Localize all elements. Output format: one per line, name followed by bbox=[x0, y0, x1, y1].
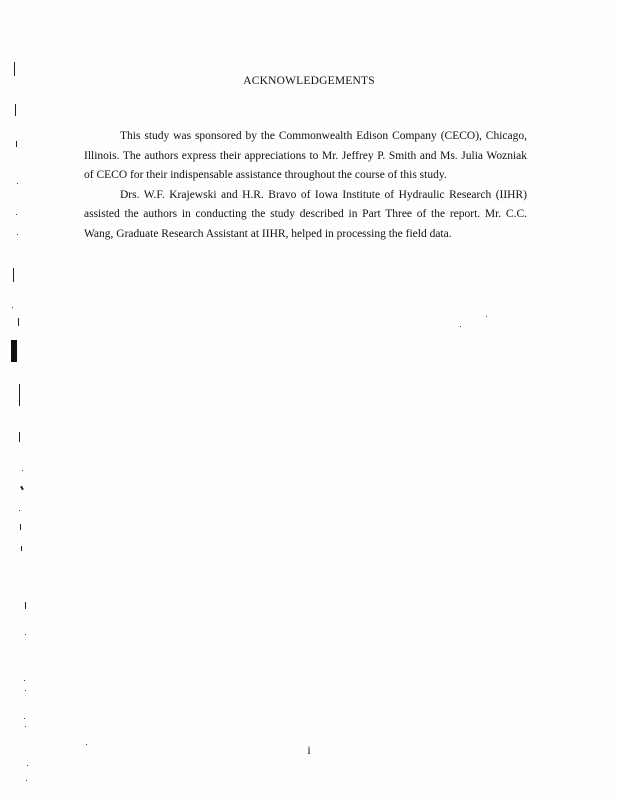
scan-artifact bbox=[11, 340, 17, 362]
scan-artifact bbox=[25, 634, 26, 635]
scan-artifact bbox=[25, 726, 26, 727]
scan-artifact bbox=[14, 62, 15, 76]
paragraph-sponsorship: This study was sponsored by the Commonwealth Edison Company (CECO), Chicago, Illinois. The authors express their appreciations to Mr. Jeffrey P. Smith and Ms. Julia Wozniak of CECO for their indispensable assistance throughout the course of this study. bbox=[84, 130, 527, 181]
scan-artifact bbox=[16, 141, 17, 147]
scan-artifact bbox=[13, 268, 14, 282]
scan-artifact bbox=[25, 690, 26, 691]
scan-artifact bbox=[21, 546, 22, 551]
scan-artifact bbox=[16, 214, 17, 215]
scan-artifact bbox=[17, 234, 18, 235]
scan-artifact bbox=[19, 432, 20, 442]
scan-artifact bbox=[15, 104, 16, 116]
scan-artifact bbox=[27, 765, 28, 766]
scan-artifact bbox=[24, 718, 25, 719]
paragraph-assistance: Drs. W.F. Krajewski and H.R. Bravo of Iowa Institute of Hydraulic Research (IIHR) assisted the authors in conducting the study described in Part Three of the report. Mr. C.C. Wang, Graduate Research Assistant at IIHR, helped in processing the field data. bbox=[84, 188, 527, 240]
scan-artifact bbox=[20, 486, 24, 490]
acknowledgements-body bbox=[84, 127, 527, 244]
page-number: i bbox=[307, 743, 311, 757]
scan-artifact bbox=[18, 318, 19, 326]
page-title: ACKNOWLEDGEMENTS bbox=[243, 75, 375, 87]
scan-artifact bbox=[25, 602, 26, 609]
scan-artifact bbox=[17, 183, 18, 184]
scan-artifact bbox=[26, 780, 27, 781]
scan-artifact bbox=[22, 470, 23, 471]
scan-artifact bbox=[24, 680, 25, 681]
scan-artifact bbox=[486, 316, 487, 317]
scan-artifact bbox=[460, 326, 461, 327]
scan-artifact bbox=[19, 384, 20, 406]
scan-artifact bbox=[12, 307, 13, 308]
scan-artifact bbox=[19, 510, 20, 511]
scan-artifact bbox=[20, 524, 21, 530]
